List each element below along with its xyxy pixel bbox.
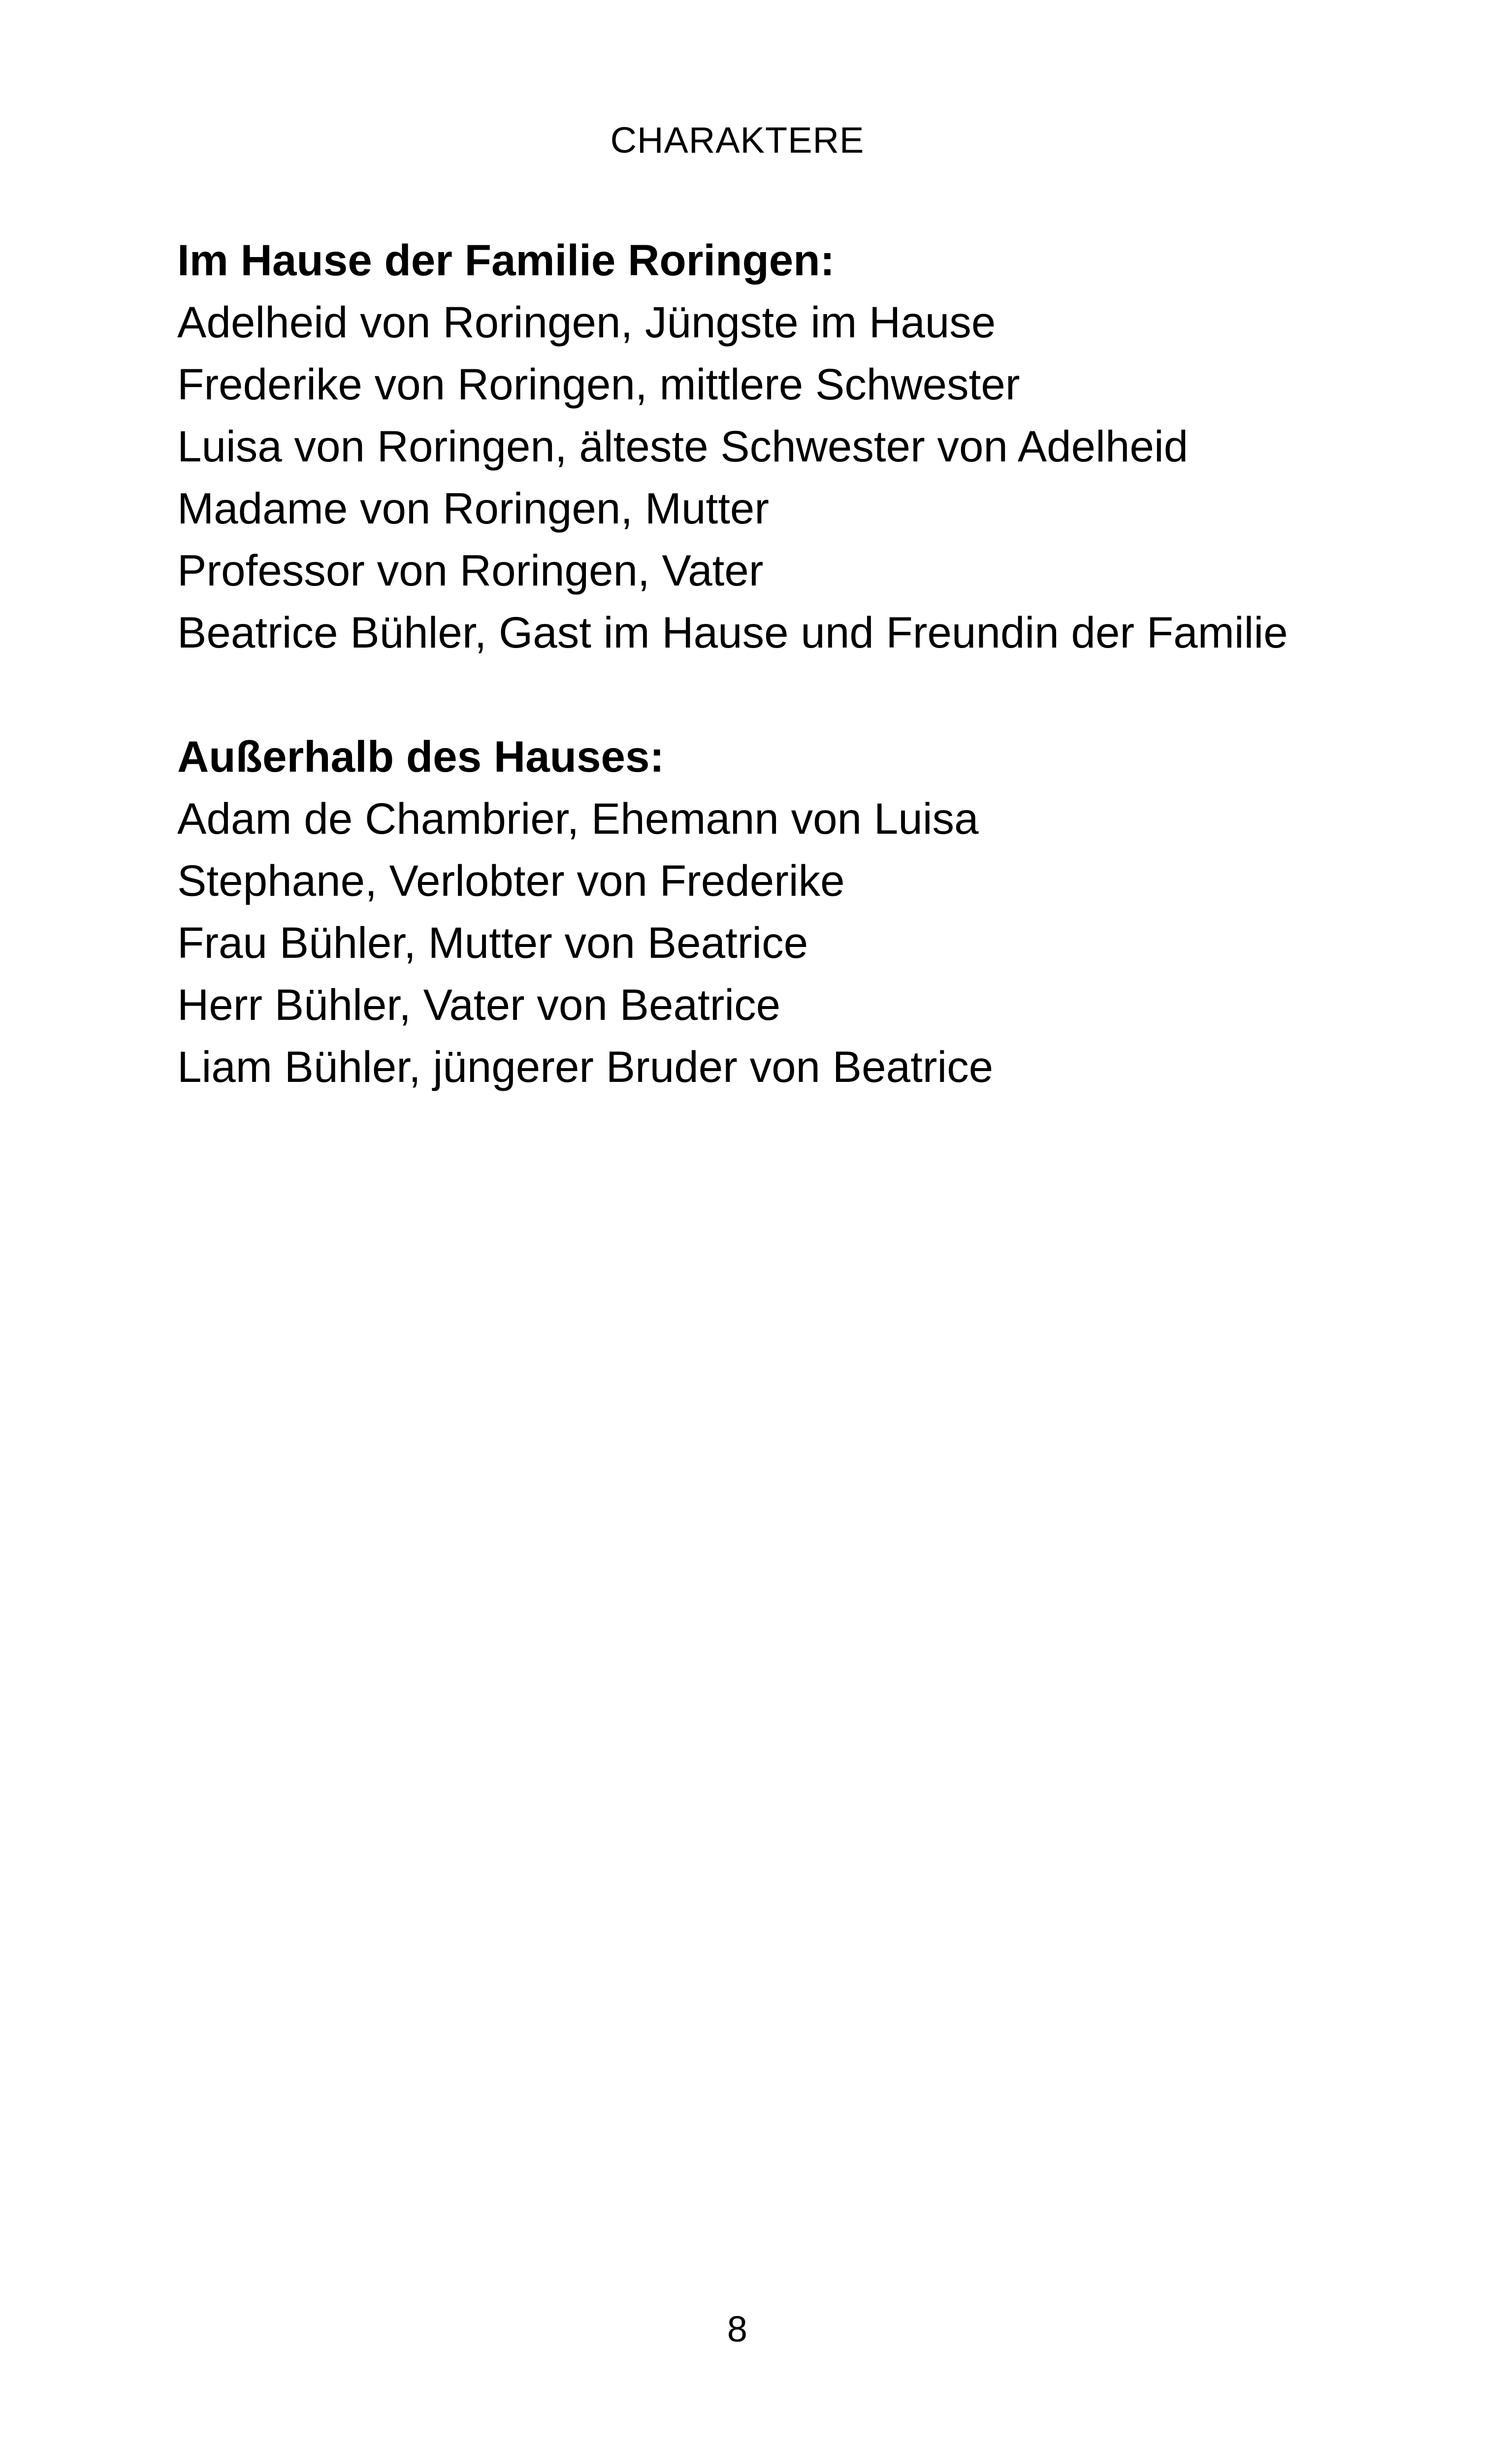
character-entry: Herr Bühler, Vater von Beatrice — [177, 980, 781, 1029]
section-title-outside: Außerhalb des Hauses: — [177, 732, 665, 781]
section-title-household: Im Hause der Familie Roringen: — [177, 235, 835, 285]
page-number: 8 — [727, 2309, 748, 2349]
character-entry: Luisa von Roringen, älteste Schwester von Adelheid — [177, 422, 1189, 471]
character-entry: Madame von Roringen, Mutter — [177, 484, 770, 533]
character-entry: Adelheid von Roringen, Jüngste im Hause — [177, 297, 996, 347]
character-entry: Professor von Roringen, Vater — [177, 546, 764, 595]
section-spacer — [177, 663, 1359, 725]
character-entry: Beatrice Bühler, Gast im Hause und Freundin der Familie — [177, 608, 1288, 657]
character-entry: Frau Bühler, Mutter von Beatrice — [177, 918, 808, 967]
page-header: CHARAKTERE — [610, 120, 865, 161]
character-entry: Liam Bühler, jüngerer Bruder von Beatrice — [177, 1042, 994, 1091]
character-entry: Adam de Chambrier, Ehemann von Luisa — [177, 794, 979, 843]
character-list — [177, 229, 1359, 1098]
character-entry: Frederike von Roringen, mittlere Schwester — [177, 359, 1020, 409]
character-entry: Stephane, Verlobter von Frederike — [177, 856, 845, 905]
